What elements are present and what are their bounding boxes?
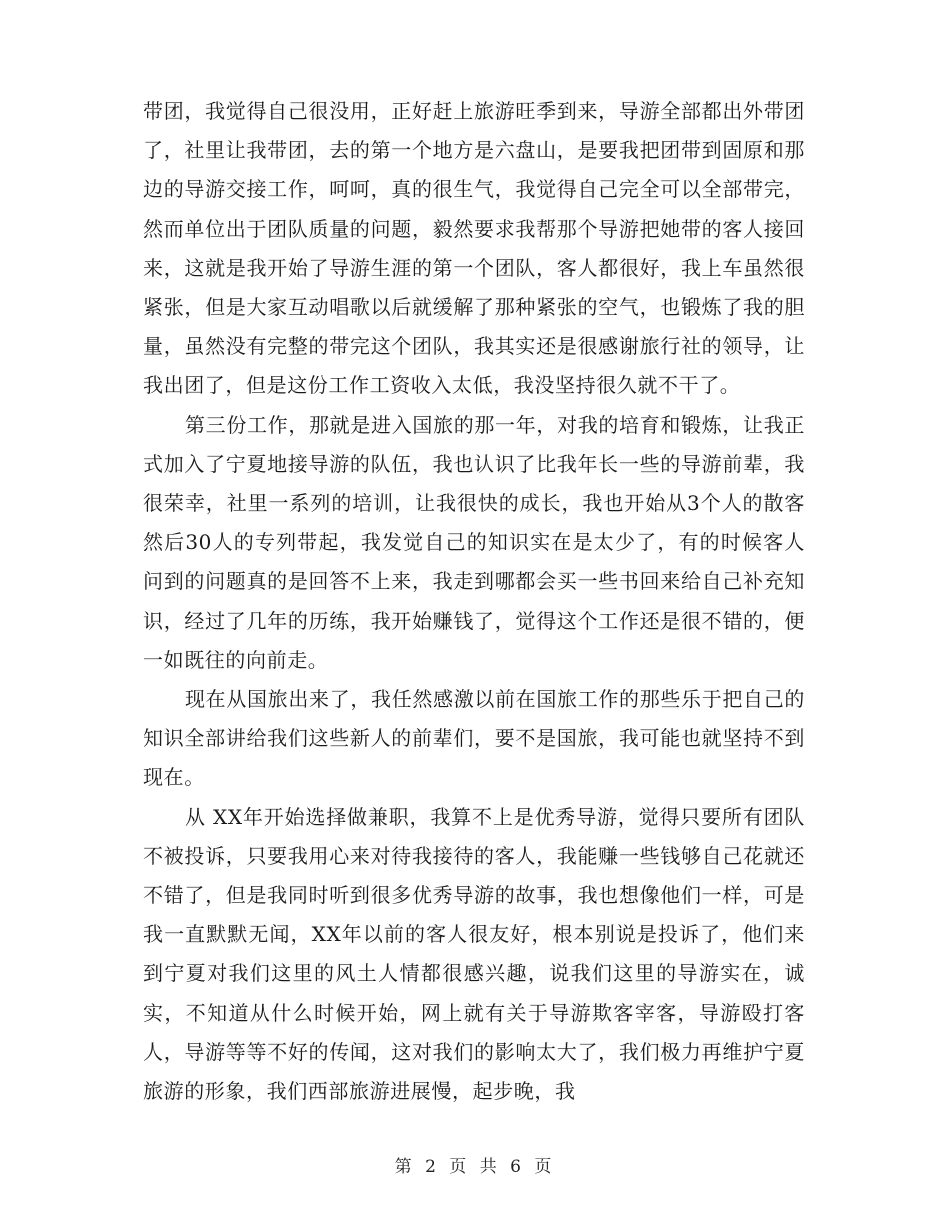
paragraph-1: 带团，我觉得自己很没用，正好赶上旅游旺季到来，导游全部都出外带团了，社里让我带团，去的第一个地方是六盘山，是要我把团带到固原和那边的导游交接工作，呵呵，真的很生气，我觉得自己完全可以全部带完，然而单位出于团队质量的问题，毅然要求我帮那个导游把她带的客人接回来，这就是我开始了导游生涯的第一个团队，客人都很好，我上车虽然很紧张，但是大家互动唱歌以后就缓解了那种紧张的空气，也锻炼了我的胆量，虽然没有完整的带完这个团队，我其实还是很感谢旅行社的领导，让我出团了，但是这份工作工资收入太低，我没坚持很久就不干了。 [143, 99, 805, 398]
document-body [143, 92, 805, 1111]
page-number-footer: 第 2 页 共 6 页 [394, 1157, 556, 1177]
paragraph-4: 从 XX年开始选择做兼职，我算不上是优秀导游，觉得只要所有团队不被投诉，只要我用心来对待我接待的客人，我能赚一些钱够自己花就还不错了，但是我同时听到很多优秀导游的故事，我也想像他们一样，可是我一直默默无闻，XX年以前的客人很友好，根本别说是投诉了，他们来到宁夏对我们这里的风土人情都很感兴趣，说我们这里的导游实在，诚实，不知道从什么时候开始，网上就有关于导游欺客宰客，导游殴打客人，导游等等不好的传闻，这对我们的影响太大了，我们极力再维护宁夏旅游的形象，我们西部旅游进展慢，起步晚，我 [143, 804, 805, 1104]
paragraph-3: 现在从国旅出来了，我任然感激以前在国旅工作的那些乐于把自己的知识全部讲给我们这些新人的前辈们，要不是国旅，我可能也就坚持不到现在。 [143, 687, 805, 790]
paragraph-2: 第三份工作，那就是进入国旅的那一年，对我的培育和锻炼，让我正式加入了宁夏地接导游的队伍，我也认识了比我年长一些的导游前辈，我很荣幸，社里一系列的培训，让我很快的成长，我也开始从3个人的散客然后30人的专列带起，我发觉自己的知识实在是太少了，有的时候客人问到的问题真的是回答不上来，我走到哪都会买一些书回来给自己补充知识，经过了几年的历练，我开始赚钱了，觉得这个工作还是很不错的，便一如既往的向前走。 [143, 412, 805, 672]
